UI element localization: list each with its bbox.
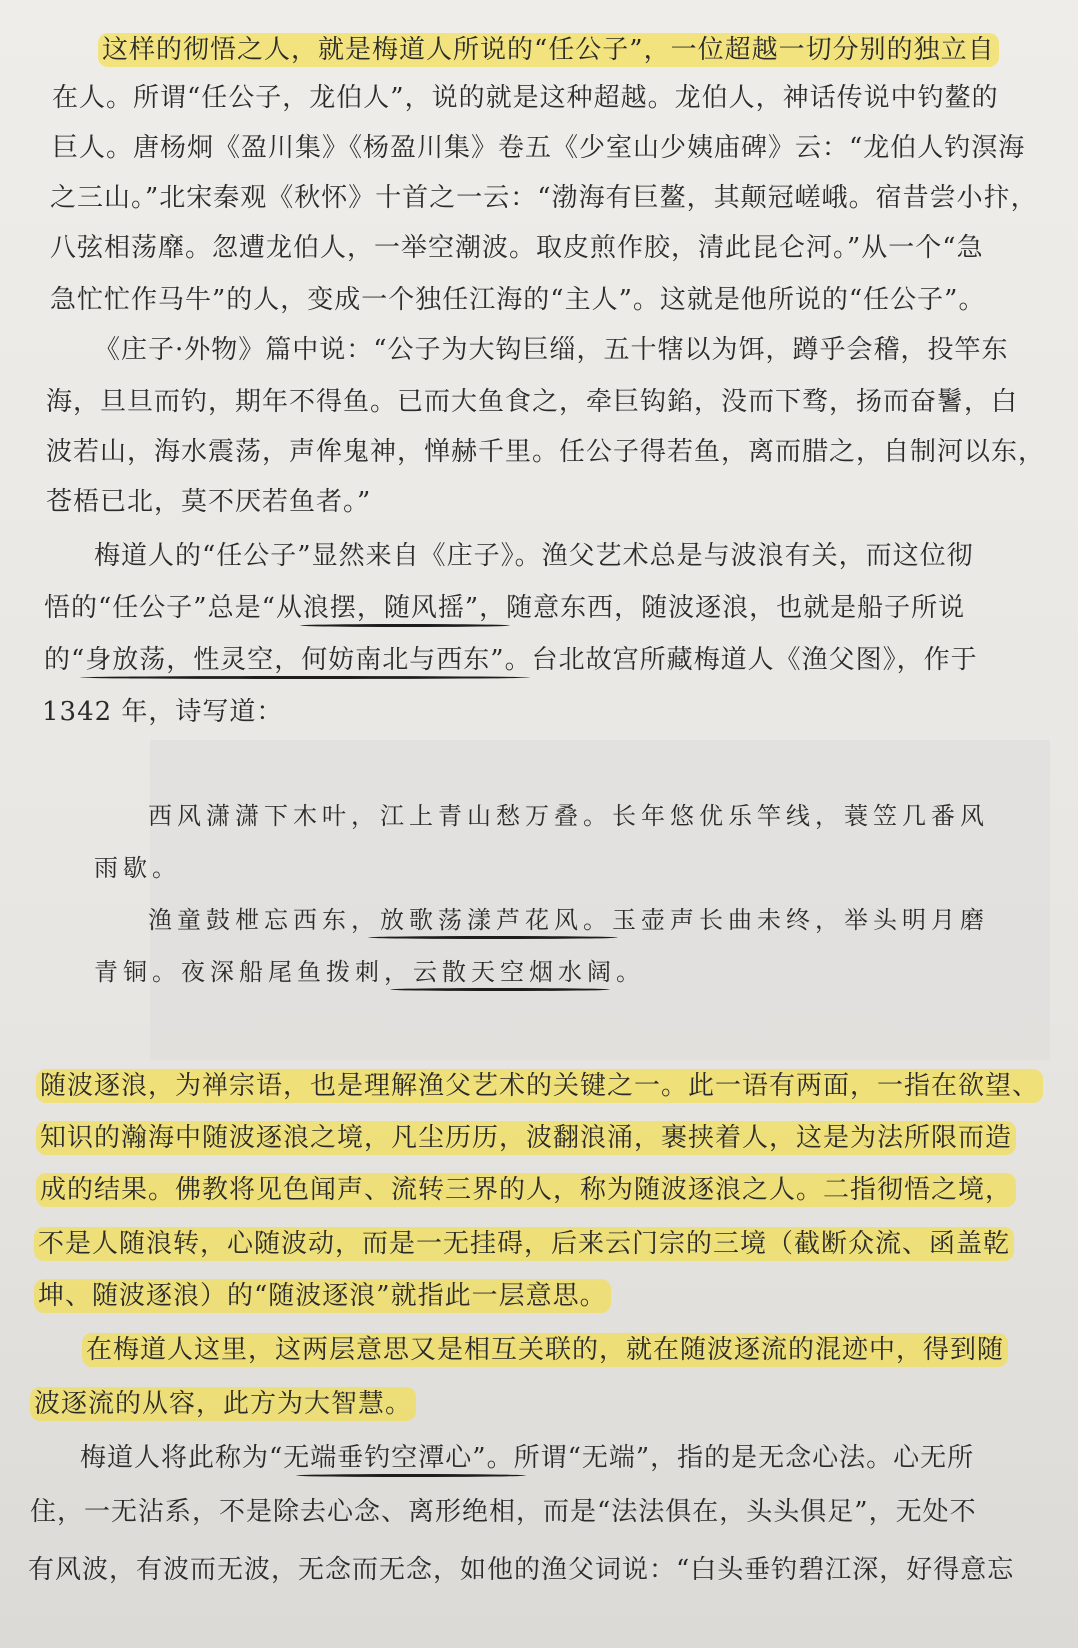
text-line: 在人。所谓“任公子，龙伯人”，说的就是这种超越。龙伯人，神话传说中钓鳌的 [52, 83, 999, 113]
text-line: 之三山。”北宋秦观《秋怀》十首之一云：“渤海有巨鳌，其颠冠嵯峨。宿昔尝小抃， [50, 183, 1038, 213]
highlighted-text: 波逐流的从容，此方为大智慧。 [30, 1387, 416, 1421]
text-line [34, 1278, 611, 1314]
text-line: 梅道人将此称为“无端垂钓空潭心”。所谓“无端”，指的是无念心法。心无所 [80, 1443, 975, 1473]
text-line: 有风波，有波而无波，无念而无念，如他的渔父词说：“白头垂钓碧江深，好得意忘 [28, 1555, 1015, 1585]
pen-underline [390, 988, 610, 991]
poem-block-shade [150, 740, 1050, 1060]
highlighted-text: 随波逐浪，为禅宗语，也是理解渔父艺术的关键之一。此一语有两面，一指在欲望、 [36, 1069, 1043, 1103]
text-line: 八弦相荡靡。忽遭龙伯人，一举空潮波。取皮煎作胶，清此昆仑河。”从一个“急 [50, 233, 984, 263]
text-line [82, 1332, 1008, 1368]
text-line: 巨人。唐杨炯《盈川集》《杨盈川集》卷五《少室山少姨庙碑》云：“龙伯人钓溟海 [52, 133, 1026, 163]
text-line: 住，一无沾系，不是除去心念、离形绝相，而是“法法俱在，头头俱足”，无处不 [30, 1497, 977, 1527]
text-line [34, 1226, 1014, 1262]
text-line: 苍梧已北，莫不厌若鱼者。” [46, 487, 372, 517]
text-line [98, 32, 999, 68]
text-line: 波若山，海水震荡，声侔鬼神，惮赫千里。任公子得若鱼，离而腊之，自制河以东， [46, 437, 1046, 467]
text-line: 梅道人的“任公子”显然来自《庄子》。渔父艺术总是与波浪有关，而这位彻 [94, 541, 974, 571]
poem-line: 渔童鼓枻忘西东，放歌荡漾芦花风。玉壶声长曲未终，举头明月磨 [148, 906, 989, 934]
poem-line: 青铜。夜深船尾鱼拨刺，云散天空烟水阔。 [94, 958, 645, 986]
highlighted-text: 知识的瀚海中随波逐浪之境，凡尘历历，波翻浪涌，裹挟着人，这是为法所限而造 [36, 1121, 1016, 1155]
pen-underline [296, 1474, 526, 1477]
text-line [36, 1172, 1016, 1208]
pen-underline [300, 624, 510, 627]
text-line: 1342 年，诗写道： [42, 697, 284, 727]
pen-underline [80, 676, 530, 679]
highlighted-text: 这样的彻悟之人，就是梅道人所说的“任公子”，一位超越一切分别的独立自 [98, 33, 999, 67]
text-line: 《庄子·外物》篇中说：“公子为大钩巨缁，五十犗以为饵，蹲乎会稽，投竿东 [94, 335, 1009, 365]
pen-underline [368, 936, 618, 939]
text-line: 的“身放荡，性灵空，何妨南北与西东”。台北故宫所藏梅道人《渔父图》，作于 [44, 645, 978, 675]
text-line [30, 1386, 416, 1422]
poem-line: 雨歇。 [94, 854, 181, 882]
text-line [36, 1068, 1043, 1104]
text-line: 海，旦旦而钓，期年不得鱼。已而大鱼食之，牵巨钩錎，没而下骛，扬而奋鬐，白 [46, 387, 1019, 417]
highlighted-text: 不是人随浪转，心随波动，而是一无挂碍，后来云门宗的三境（截断众流、函盖乾 [34, 1227, 1014, 1261]
poem-line: 西风潇潇下木叶，江上青山愁万叠。长年悠优乐竿线，蓑笠几番风 [148, 802, 989, 830]
text-line: 急忙忙作马牛”的人，变成一个独任江海的“主人”。这就是他所说的“任公子”。 [50, 285, 986, 315]
text-line: 悟的“任公子”总是“从浪摆，随风摇”，随意东西，随波逐浪，也就是船子所说 [44, 593, 966, 623]
text-line [36, 1120, 1016, 1156]
highlighted-text: 成的结果。佛教将见色闻声、流转三界的人，称为随波逐浪之人。二指彻悟之境， [36, 1173, 1016, 1207]
highlighted-text: 坤、随波逐浪）的“随波逐浪”就指此一层意思。 [34, 1279, 611, 1313]
highlighted-text: 在梅道人这里，这两层意思又是相互关联的，就在随波逐流的混迹中，得到随 [82, 1333, 1008, 1367]
